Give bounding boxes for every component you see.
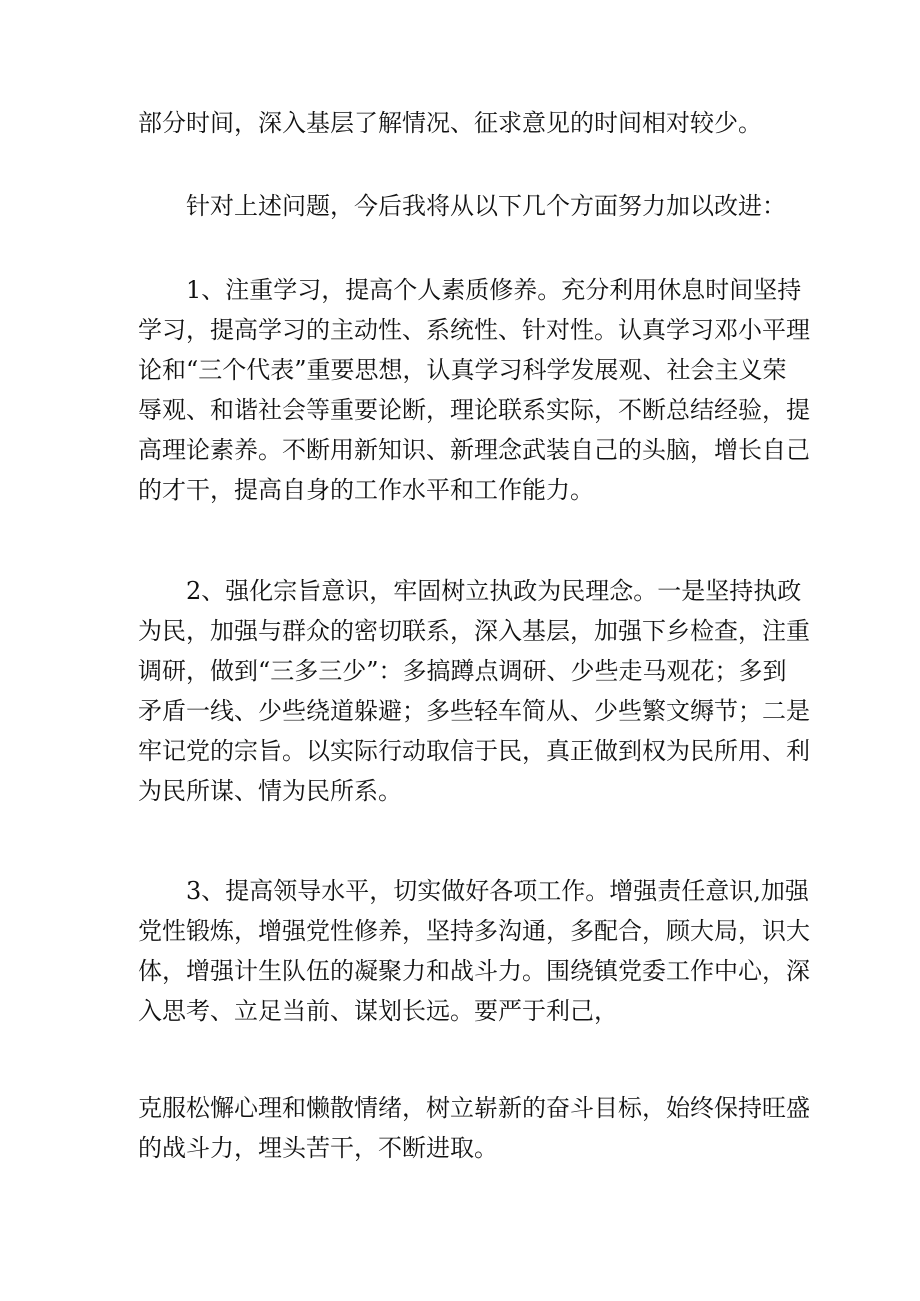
text-line: 1、注重学习，提高个人素质修养。充分利用休息时间坚持 (186, 276, 802, 304)
text-line: 党性锻炼，增强党性修养，坚持多沟通，多配合，顾大局，识大 (138, 917, 810, 945)
paragraph-item-1 (138, 270, 810, 510)
text-line: 矛盾一线、少些绕道躲避；多些轻车简从、少些繁文缛节；二是 (138, 697, 810, 725)
text-line: 学习，提高学习的主动性、系统性、针对性。认真学习邓小平理 (138, 316, 810, 344)
text-line: 的战斗力，埋头苦干，不断进取。 (138, 1134, 498, 1162)
paragraph-item-2 (138, 571, 810, 811)
text-line: 的才干，提高自身的工作水平和工作能力。 (138, 476, 594, 504)
text-line: 为民所谋、情为民所系。 (138, 777, 402, 805)
text-line: 3、提高领导水平，切实做好各项工作。增强责任意识,加强 (186, 877, 809, 905)
text-line: 体，增强计生队伍的凝聚力和战斗力。围绕镇党委工作中心，深 (138, 957, 810, 985)
text-line: 为民，加强与群众的密切联系，深入基层，加强下乡检查，注重 (138, 617, 810, 645)
text-line: 入思考、立足当前、谋划长远。要严于利己， (138, 997, 618, 1025)
text-line: 辱观、和谐社会等重要论断，理论联系实际，不断总结经验，提 (138, 396, 810, 424)
text-line: 调研，做到“三多三少”：多搞蹲点调研、少些走马观花；多到 (138, 657, 787, 685)
text-line: 部分时间，深入基层了解情况、征求意见的时间相对较少。 (138, 109, 762, 137)
text-line: 克服松懈心理和懒散情绪，树立崭新的奋斗目标，始终保持旺盛 (138, 1094, 810, 1122)
paragraph-lead (138, 186, 788, 226)
paragraph-closing (138, 1088, 810, 1168)
text-line: 论和“三个代表”重要思想，认真学习科学发展观、社会主义荣 (138, 356, 787, 384)
paragraph-intro-tail (138, 103, 788, 143)
text-line: 牢记党的宗旨。以实际行动取信于民，真正做到权为民所用、利 (138, 737, 810, 765)
text-line: 针对上述问题，今后我将从以下几个方面努力加以改进： (186, 192, 786, 220)
paragraph-item-3 (138, 871, 810, 1031)
text-line: 2、强化宗旨意识，牢固树立执政为民理念。一是坚持执政 (186, 577, 802, 605)
text-line: 高理论素养。不断用新知识、新理念武装自己的头脑，增长自己 (138, 436, 810, 464)
